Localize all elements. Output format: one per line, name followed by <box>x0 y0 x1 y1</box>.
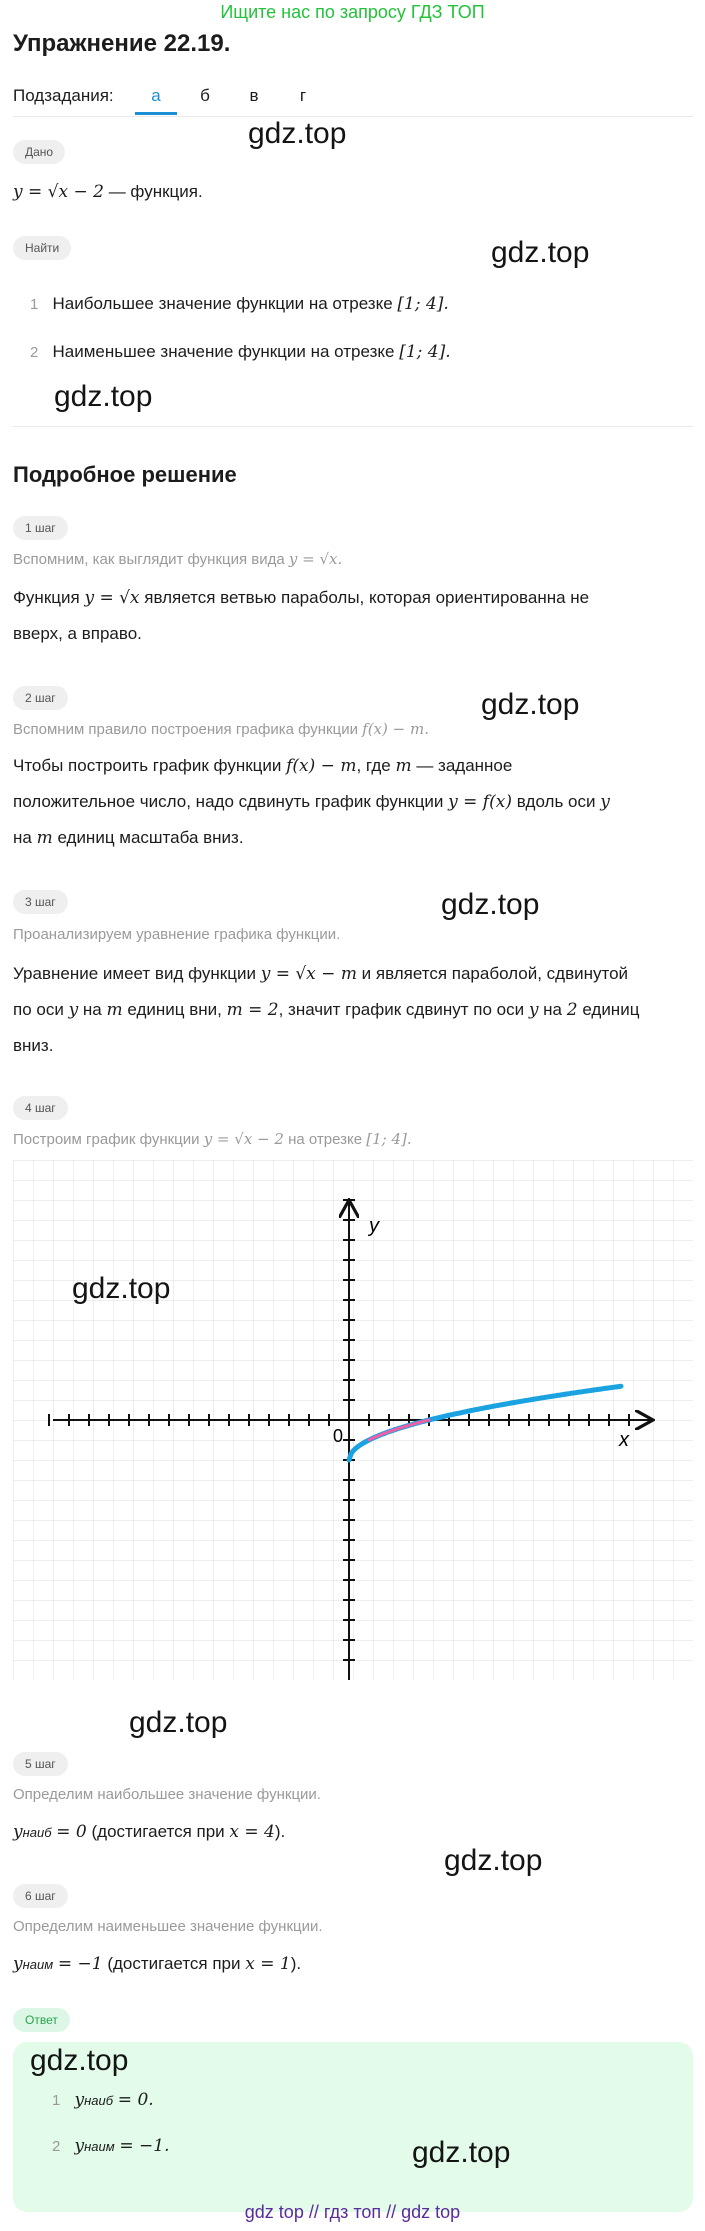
step-3-badge: 3 шаг <box>13 890 68 914</box>
step-2-line-3: на m единиц масштаба вниз. <box>13 828 244 848</box>
tab-v[interactable]: в <box>249 86 259 105</box>
watermark: gdz.top <box>491 236 590 269</box>
step-6-badge: 6 шаг <box>13 1884 68 1908</box>
watermark: gdz.top <box>30 2044 129 2077</box>
step-2-line-1: Чтобы построить график функции f(x) − m, где m — заданное <box>13 756 513 776</box>
watermark: gdz.top <box>444 1844 543 1877</box>
step-2-line-2: положительное число, надо сдвинуть график функции y = f(x) вдоль оси y <box>13 792 610 812</box>
tab-a[interactable]: а <box>151 86 161 105</box>
page-title: Упражнение 22.19. <box>13 30 231 57</box>
step-4-badge: 4 шаг <box>13 1096 68 1120</box>
find-badge: Найти <box>13 236 71 260</box>
top-banner[interactable]: Ищите нас по запросу ГДЗ ТОП <box>220 2 485 22</box>
answer-item-2: 2 yнаим = −1. <box>52 2136 170 2156</box>
y-axis-label: y <box>369 1215 379 1237</box>
step-6-result: yнаим = −1 (достигается при x = 1). <box>13 1954 302 1974</box>
watermark: gdz.top <box>441 888 540 921</box>
watermark: gdz.top <box>248 117 347 150</box>
x-axis-label: x <box>619 1429 629 1451</box>
tab-b[interactable]: б <box>200 86 210 105</box>
find-item-1: 1 Наибольшее значение функции на отрезке [1; 4]. <box>30 294 449 314</box>
watermark: gdz.top <box>412 2136 511 2169</box>
step-2-hint: Вспомним правило построения графика функции f(x) − m. <box>13 720 429 738</box>
answer-badge: Ответ <box>13 2008 70 2032</box>
step-3-line-3: вниз. <box>13 1036 54 1055</box>
function-graph <box>13 1160 693 1680</box>
step-6-hint: Определим наименьшее значение функции. <box>13 1918 323 1935</box>
divider <box>13 116 693 117</box>
tab-active-indicator <box>135 112 177 115</box>
step-1-badge: 1 шаг <box>13 516 68 540</box>
step-1-hint: Вспомним, как выглядит функция вида y = √x. <box>13 550 343 568</box>
step-5-hint: Определим наибольшее значение функции. <box>13 1786 321 1803</box>
watermark: gdz.top <box>129 1706 228 1739</box>
subtasks-label: Подзадания: <box>13 86 114 105</box>
step-3-line-2: по оси y на m единиц вни, m = 2, значит график сдвинут по оси y на 2 единиц <box>13 1000 640 1020</box>
divider <box>13 426 693 427</box>
watermark: gdz.top <box>72 1272 171 1305</box>
watermark: gdz.top <box>54 380 153 413</box>
step-3-hint: Проанализируем уравнение графика функции. <box>13 926 341 943</box>
tab-g[interactable]: г <box>299 86 307 105</box>
step-2-badge: 2 шаг <box>13 686 68 710</box>
origin-label: 0 <box>333 1426 344 1446</box>
step-3-line-1: Уравнение имеет вид функции y = √x − m и является параболой, сдвинутой <box>13 964 629 984</box>
watermark: gdz.top <box>481 688 580 721</box>
footer-links[interactable]: gdz top // гдз топ // gdz top <box>244 2202 461 2222</box>
given-text: y = √x − 2 — функция. <box>13 182 203 202</box>
answer-item-1: 1 yнаиб = 0. <box>52 2090 154 2110</box>
find-item-2: 2 Наименьшее значение функции на отрезке [1; 4]. <box>30 342 451 362</box>
step-5-result: yнаиб = 0 (достигается при x = 4). <box>13 1822 286 1842</box>
given-badge: Дано <box>13 140 65 164</box>
step-4-hint: Построим график функции y = √x − 2 на отрезке [1; 4]. <box>13 1130 412 1148</box>
step-1-body-2: вверх, а вправо. <box>13 624 142 643</box>
step-1-body: Функция y = √x является ветвью параболы, которая ориентированна не <box>13 588 590 608</box>
solution-title: Подробное решение <box>13 462 237 487</box>
step-5-badge: 5 шаг <box>13 1752 68 1776</box>
